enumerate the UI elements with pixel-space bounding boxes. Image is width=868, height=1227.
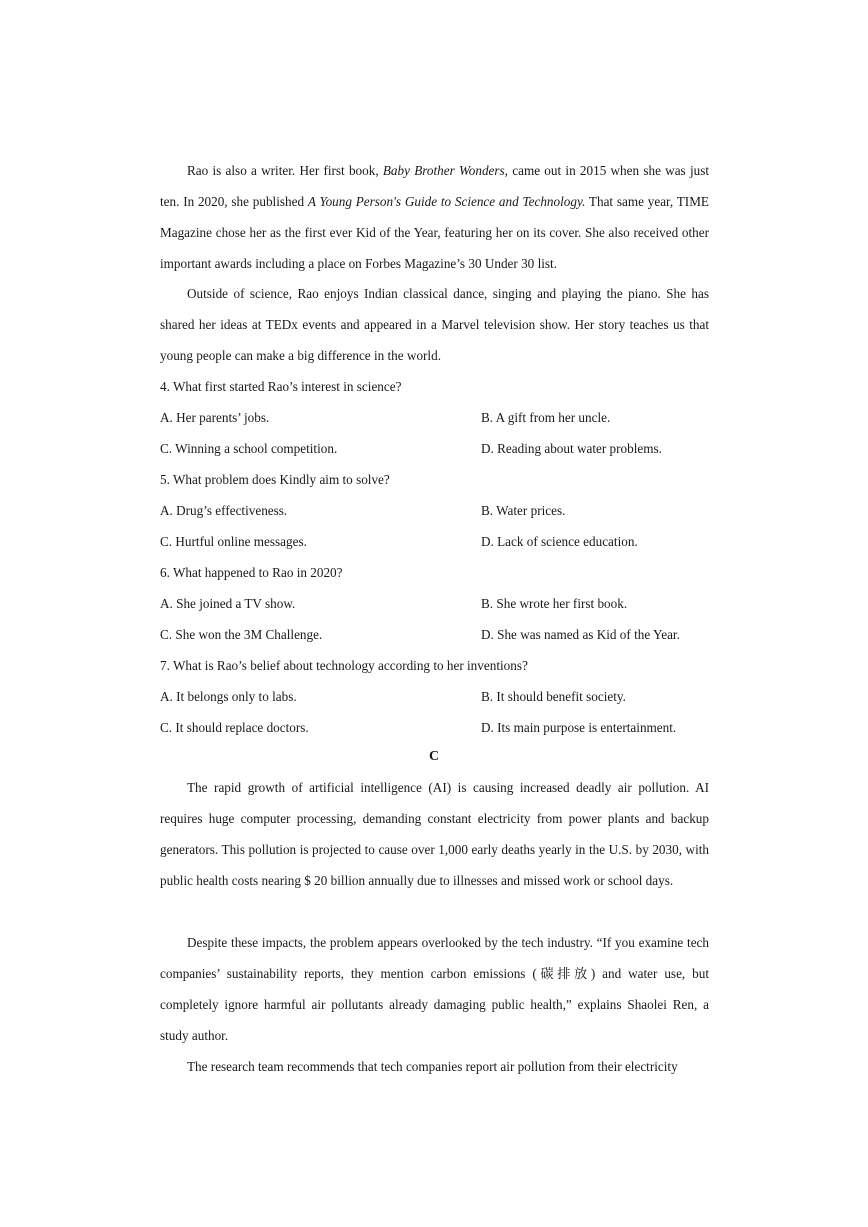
question-4-option-d: D. Reading about water problems. (481, 441, 662, 456)
section-heading: C (428, 749, 440, 764)
question-5-option-d: D. Lack of science education. (481, 534, 638, 549)
question-5-option-b: B. Water prices. (481, 503, 566, 518)
question-6-option-d: D. She was named as Kid of the Year. (481, 627, 680, 642)
paragraph-text: came out in 2015 when she was just ten. In 2020, she published (160, 163, 709, 209)
passage-paragraph-1 (160, 155, 709, 279)
passage-c-paragraph-2: Despite these impacts, the problem appears overlooked by the tech industry. “If you examine tech companies’ sustainability reports, they mention carbon emissions (碳排放) and water use, but completely ignore harmful air pollutants already damaging public health,” explains Shaolei Ren, a study author. (160, 935, 709, 1043)
passage-c-paragraph-1: The rapid growth of artificial intelligence (AI) is causing increased deadly air pollution. AI requires huge computer processing, demanding constant electricity from power plants and backup generators. This pollution is projected to cause over 1,000 early deaths yearly in the U.S. by 2030, with public health costs nearing $ 20 billion annually due to illnesses and missed work or school days. (160, 780, 709, 888)
question-5-stem: 5. What problem does Kindly aim to solve? (160, 472, 390, 487)
question-4-option-b: B. A gift from her uncle. (481, 410, 611, 425)
question-6-stem: 6. What happened to Rao in 2020? (160, 565, 343, 580)
paragraph-text: Rao is also a writer. Her first book, (187, 163, 383, 178)
book-title: A Young Person's Guide to Science and Technology. (307, 194, 586, 209)
question-4-stem: 4. What first started Rao’s interest in science? (160, 379, 402, 394)
passage-c-paragraph-3: The research team recommends that tech companies report air pollution from their electricity (187, 1059, 678, 1074)
paragraph-text: That same year, TIME Magazine chose her as the first ever Kid of the Year, featuring her on its cover. She also received other important awards including a place on Forbes Magazine’s 30 Under 30 list. (160, 194, 709, 271)
passage-paragraph-2: Outside of science, Rao enjoys Indian classical dance, singing and playing the piano. She has shared her ideas at TEDx events and appeared in a Marvel television show. Her story teaches us that young people can make a big difference in the world. (160, 286, 709, 363)
question-4-option-c: C. Winning a school competition. (160, 441, 338, 456)
question-5-option-c: C. Hurtful online messages. (160, 534, 307, 549)
question-6-option-b: B. She wrote her first book. (481, 596, 628, 611)
question-7-stem: 7. What is Rao’s belief about technology according to her inventions? (160, 658, 528, 673)
question-4-option-a: A. Her parents’ jobs. (160, 410, 270, 425)
question-7-option-b: B. It should benefit society. (481, 689, 626, 704)
question-5-option-a: A. Drug’s effectiveness. (160, 503, 288, 518)
question-6-option-c: C. She won the 3M Challenge. (160, 627, 323, 642)
question-7-option-d: D. Its main purpose is entertainment. (481, 720, 677, 735)
question-7-option-c: C. It should replace doctors. (160, 720, 309, 735)
question-6-option-a: A. She joined a TV show. (160, 596, 296, 611)
book-title: Baby Brother Wonders, (382, 163, 508, 178)
question-7-option-a: A. It belongs only to labs. (160, 689, 297, 704)
